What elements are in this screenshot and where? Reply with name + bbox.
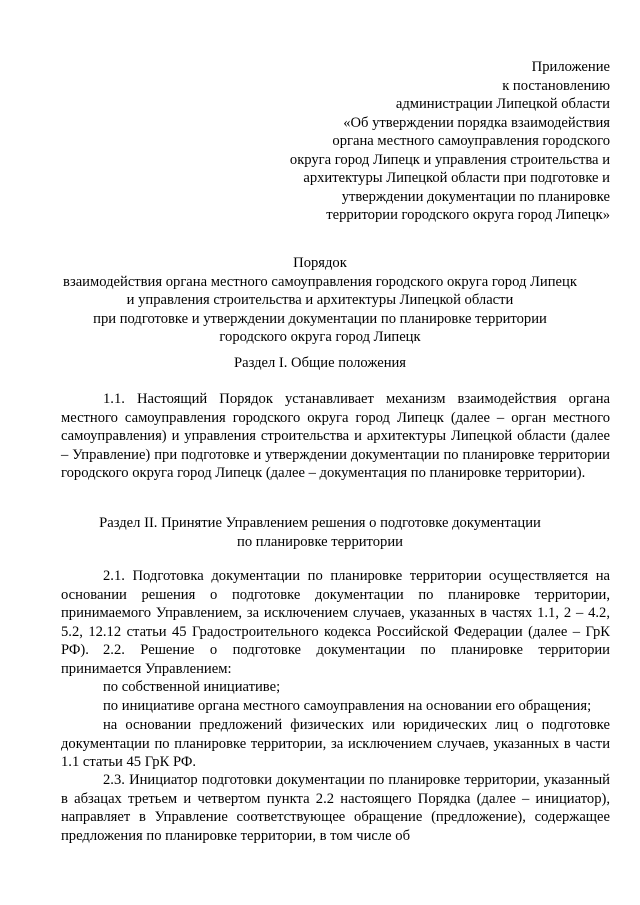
title-line: Порядок	[293, 255, 347, 271]
paragraph-2-2-b: по инициативе органа местного самоуправления на основании его обращения;	[103, 698, 592, 714]
annex-line: округа город Липецк и управления строительства и	[289, 151, 610, 168]
annex-line: к постановлению	[502, 77, 610, 94]
annex-line: территории городского округа город Липецк»	[326, 207, 610, 223]
section-2-heading-line: Раздел II. Принятие Управлением решения о подготовке документации	[99, 515, 541, 531]
annex-header	[210, 58, 610, 225]
annex-line: утверждении документации по планировке	[341, 188, 610, 205]
section-2-heading	[40, 514, 600, 551]
paragraph-2-3: 2.3. Инициатор подготовки документации по планировке территории, указанный в абзацах третьем и четвертом пункта 2.2 настоящего Порядка (далее – инициатор), направляет в Управление соответствующее обращение (предложение), содержащее предложения по планировке территории, в том числе об	[61, 772, 610, 844]
paragraph-2-2: 2.2. Решение о подготовке документации по планировке территории принимается Управлением:	[61, 642, 610, 677]
annex-line: органа местного самоуправления городского	[332, 133, 610, 149]
annex-line: «Об утверждении порядка взаимодействия	[343, 114, 610, 131]
paragraph-2-1: 2.1. Подготовка документации по планировке территории осуществляется на основании решения о подготовке документации по планировке территории, принимаемого Управлением, за исключением случаев, указанных в частях 1.1, 2 – 4.2, 5.2, 12.12 статьи 45 Градостроительного кодекса Российской Федерации (далее – ГрК РФ).	[61, 568, 610, 659]
paragraph-2-2-c: на основании предложений физических или юридических лиц о подготовке документации по планировке территории, за исключением случаев, указанных в части 1.1 статьи 45 ГрК РФ.	[61, 717, 610, 771]
annex-line: архитектуры Липецкой области при подготовке и	[303, 170, 610, 186]
paragraph-1-1: 1.1. Настоящий Порядок устанавливает механизм взаимодействия органа местного самоуправления городского округа город Липецк (далее – орган местного самоуправления) и управления строительства и архитектуры Липецкой области (далее – Управление) при подготовке и утверждении документации по планировке территории городского округа город Липецк (далее – документация по планировке территории).	[61, 391, 610, 482]
annex-line: Приложение	[531, 59, 610, 75]
title-line: городского округа город Липецк	[219, 329, 421, 346]
section-2-heading-line: по планировке территории	[237, 533, 403, 550]
document-title	[40, 254, 600, 347]
annex-line: администрации Липецкой области	[395, 96, 610, 112]
title-line: взаимодействия органа местного самоуправления городского округа город Липецк	[63, 273, 577, 290]
title-line: при подготовке и утверждении документации по планировке территории	[93, 310, 547, 327]
paragraph-2-2-a: по собственной инициативе;	[103, 679, 281, 695]
section-1-heading: Раздел I. Общие положения	[233, 355, 407, 371]
title-line: и управления строительства и архитектуры Липецкой области	[126, 292, 514, 309]
